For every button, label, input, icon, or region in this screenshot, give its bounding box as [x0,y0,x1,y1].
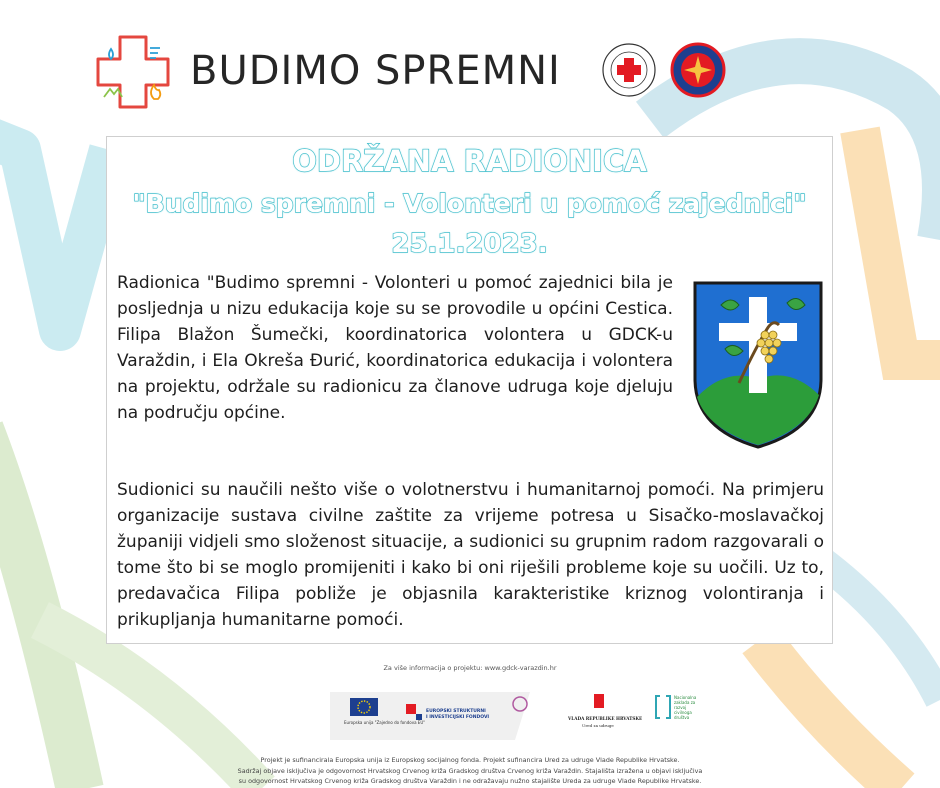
bg-green-stroke-left [0,430,80,788]
footer-info-link[interactable]: Za više informacija o projektu: www.gdck-varazdin.hr [383,664,557,672]
sponsor-logos-strip [330,686,710,740]
article-subtitle: "Budimo spremni - Volonteri u pomoć zajednici" [132,189,807,218]
bg-blue-stroke-bottom-right [820,560,940,700]
article-date: 25.1.2023. [391,229,548,259]
bg-blue-stroke-left [0,130,110,330]
svg-text:zaklada za: zaklada za [674,700,696,705]
svg-text:EUROPSKI STRUKTURNI: EUROPSKI STRUKTURNI [426,709,486,714]
svg-text:I INVESTICIJSKI FONDOVI: I INVESTICIJSKI FONDOVI [426,715,490,720]
header [0,0,940,120]
civil-protection-seal-icon [670,42,726,98]
article-title: ODRŽANA RADIONICA [292,144,647,178]
article-paragraph-1: Radionica "Budimo spremni - Volonteri u pomoć zajednici bila je posljednja u nizu edukacija koje su se provodile u općini Cestica. Filipa Blažon Šumečki, koordinatorica volontera u GDCK-u Varaždin, i Ela Okreša Đurić, koordinatorica edukacija i volontera na projektu, održale su radionicu za članove udruga koje djeluju na području općine. [117,273,673,423]
footer-line-3: su odgovornost Hrvatskog Crvenog križa Gradskog društva Varaždin i ne odražavaju nužno stajalište Ureda za udruge Vlade Republike Hrvatske. [238,777,702,785]
croatian-coat-of-arms-icon [594,694,604,708]
nz-bracket-icon [656,696,670,718]
footer-line-2: Sadržaj objave isključiva je odgovornost Hrvatskog Crvenog križa Gradskog društva Crvenog križa Varaždin. Stajališta izražena u objavi isključiva [237,766,703,775]
cestica-coat-of-arms-icon [691,279,825,451]
svg-text:društva: društva [674,715,690,720]
article-card [106,136,833,644]
article-paragraph-2: Sudionici su naučili nešto više o volotnerstvu i humanitarnoj pomoći. Na primjeru organizacije sustava civilne zaštite za vrijeme potresa u Sisačko-moslavačkoj županiji vidjeli smo složenost situacije, a sudionici su grupnim radom razgovarali o tome što bi se moglo promijeniti i kako bi oni riješili probleme koje su uočili. Uz to, predavačica Filipa pobliže je objasnila karakteristike kriznog volontiranja i prikupljanja humanitarne pomoći. [117,480,824,630]
svg-text:Nacionalna: Nacionalna [674,695,697,700]
svg-text:VLADA REPUBLIKE HRVATSKE: VLADA REPUBLIKE HRVATSKE [568,716,643,721]
footer-disclaimer [180,755,760,787]
red-cross-seal-icon [601,42,657,98]
esif-icon [406,704,416,714]
eu-caption: Europska unija "Zajedno do fondova EU" [344,720,426,725]
brand-title: BUDIMO SPREMNI [190,48,561,94]
svg-text:razvoj: razvoj [674,705,687,710]
svg-text:Ured za udruge: Ured za udruge [582,723,614,728]
footer-line-1: Projekt je sufinancirala Europska unija iz Europskog socijalnog fonda. Projekt sufinancira Ured za udruge Vlade Republike Hrvatske. [260,756,680,764]
bg-orange-stroke-bottom [760,640,900,788]
svg-text:civilnoga: civilnoga [674,710,692,715]
budimo-spremni-cross-icon [96,35,170,109]
